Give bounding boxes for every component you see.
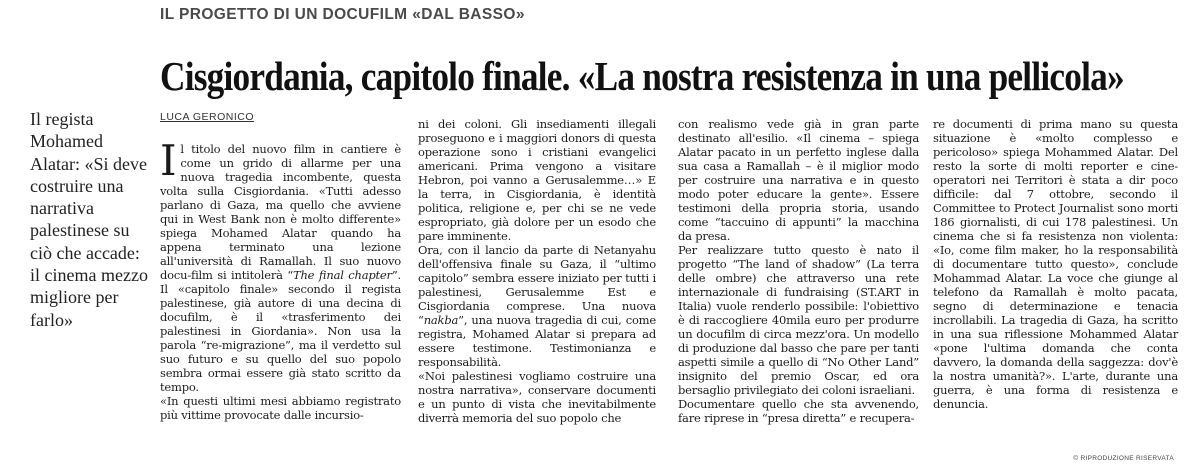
paragraph-2: «In questi ultimi mesi abbiamo registrato più vittime provocate dalle incursio-: [160, 394, 401, 422]
text-run: Ora, con il lancio da parte di Netanyahu dell'offensiva finale su Gaza, il “ultimo capitolo” sembra essere iniziato per tutti i palestinesi, Gerusalemme Est e Cisgiordania comprese. Una nuova “: [418, 243, 656, 327]
paragraph-2: Per realizzare tutto questo è nato il progetto “The land of shadow” (La terra delle ombre) che attraverso una rete internazionale di fundraising (ST.ART in Italia) vuole renderlo possibile: l'obiettivo è di raccogliere 40mila euro per produrre un docufilm di circa mezz'ora. Un modello di produzione dal basso che pare per tanti aspetti simile a quello di “No Other Land” insignito del premio Oscar, ed ora bersaglio privilegiato dei coloni israeliani.: [678, 243, 919, 397]
paragraph-2: [418, 243, 656, 369]
article-column-3: [678, 117, 919, 425]
article-column-2: [418, 117, 656, 425]
article-column-4: [933, 117, 1178, 411]
text-run: ”. Il «capitolo finale» secondo il regista palestinese, già autore di una decina di docufilm, è il «trasferimento dei palestinesi in Giordania». Non usa la parola “re-migrazione”, ma il verdetto sul suo futuro e su quello del suo popolo sembra ormai essere già stato scritto da tempo.: [160, 268, 401, 394]
paragraph-1: [160, 136, 401, 394]
paragraph-3: «Noi palestinesi vogliamo costruire una nostra narrativa», conservare documenti e un punto di vista che inevitabilmente diverrà memoria del suo popolo che: [418, 369, 656, 425]
nakba-word: nakba: [423, 313, 459, 327]
paragraph-1: re documenti di prima mano su questa situazione è «molto complesso e pericoloso» spiega Mohammed Alatar. Del resto la sorte di molti reporter e cine-operatori nei Territori è stata a dir poco difficile: dal 7 ottobre, secondo il Committee to Protect Journalist sono morti 186 giornalisti, di cui 178 palestinesi. Un cinema che si fa resistenza non violenta: «Io, come film maker, ho la responsabilità di documentare tutto questo», conclude Mohammad Alatar. La voce che giunge al telefono da Ramallah è molto pacata, segno di determinazione e tenacia incrollabili. La tragedia di Gaza, ha scritto in una sua riflessione Mohammed Alatar «pone l'ultima domanda che conta davvero, la domanda della saggezza: dov'è la nostra umanità?». L'arte, durante una guerra, è una forma di resistenza e denuncia.: [933, 117, 1178, 411]
paragraph-1: con realismo vede già in gran parte destinato all'esilio. «Il cinema – spiega Alatar pacato in un perfetto inglese dalla sua casa a Ramallah – è il miglior modo per costruire una narrativa e in questo modo poter educare la gente». Essere testimoni della propria storia, usando come “taccuino di appunti” la macchina da presa.: [678, 117, 919, 243]
drop-cap: I: [160, 136, 177, 185]
headline: Cisgiordania, capitolo finale. «La nostra resistenza in una pellicola»: [160, 53, 1124, 99]
text-run: l titolo del nuovo film in cantiere è come un grido di allarme per una nuova tragedia incombente, questa volta sulla Cisgiordania. «Tutti adesso parlano di Gaza, ma quello che avviene qui in West Bank non è molto differente» spiega Mohamed Alatar quando ha appena terminato una lezione all'università di Ramallah. Il suo nuovo docu-film si intitolerà “: [160, 142, 401, 282]
kicker: IL PROGETTO DI UN DOCUFILM «DAL BASSO»: [160, 6, 525, 23]
copyright-notice: © RIPRODUZIONE RISERVATA: [1073, 455, 1174, 462]
paragraph-3: Documentare quello che sta avvenendo, fare riprese in “presa diretta” e recupera-: [678, 397, 919, 425]
article-column-1: [160, 136, 401, 422]
film-title: The final chapter: [293, 268, 392, 282]
paragraph-1: ni dei coloni. Gli insediamenti illegali proseguono e i maggiori donors di questa operazione sono i cristiani evangelici americani. Prima vengono a visitare Hebron, poi vanno a Gerusalemme…» E la terra, in Cisgiordania, è identità politica, religione e, per chi se ne vede espropriato, già dolore per un esodo che pare imminente.: [418, 117, 656, 243]
text-run: ”, una nuova tragedia di cui, come registra, Mohamed Alatar si prepara ad essere testimone. Testimonianza e responsabilità.: [418, 313, 656, 369]
byline: LUCA GERONICO: [160, 111, 255, 123]
pull-quote: Il regista Mohamed Alatar: «Si deve costruire una narrativa palestinese su ciò che accade: il cinema mezzo migliore per farlo»: [30, 109, 148, 330]
